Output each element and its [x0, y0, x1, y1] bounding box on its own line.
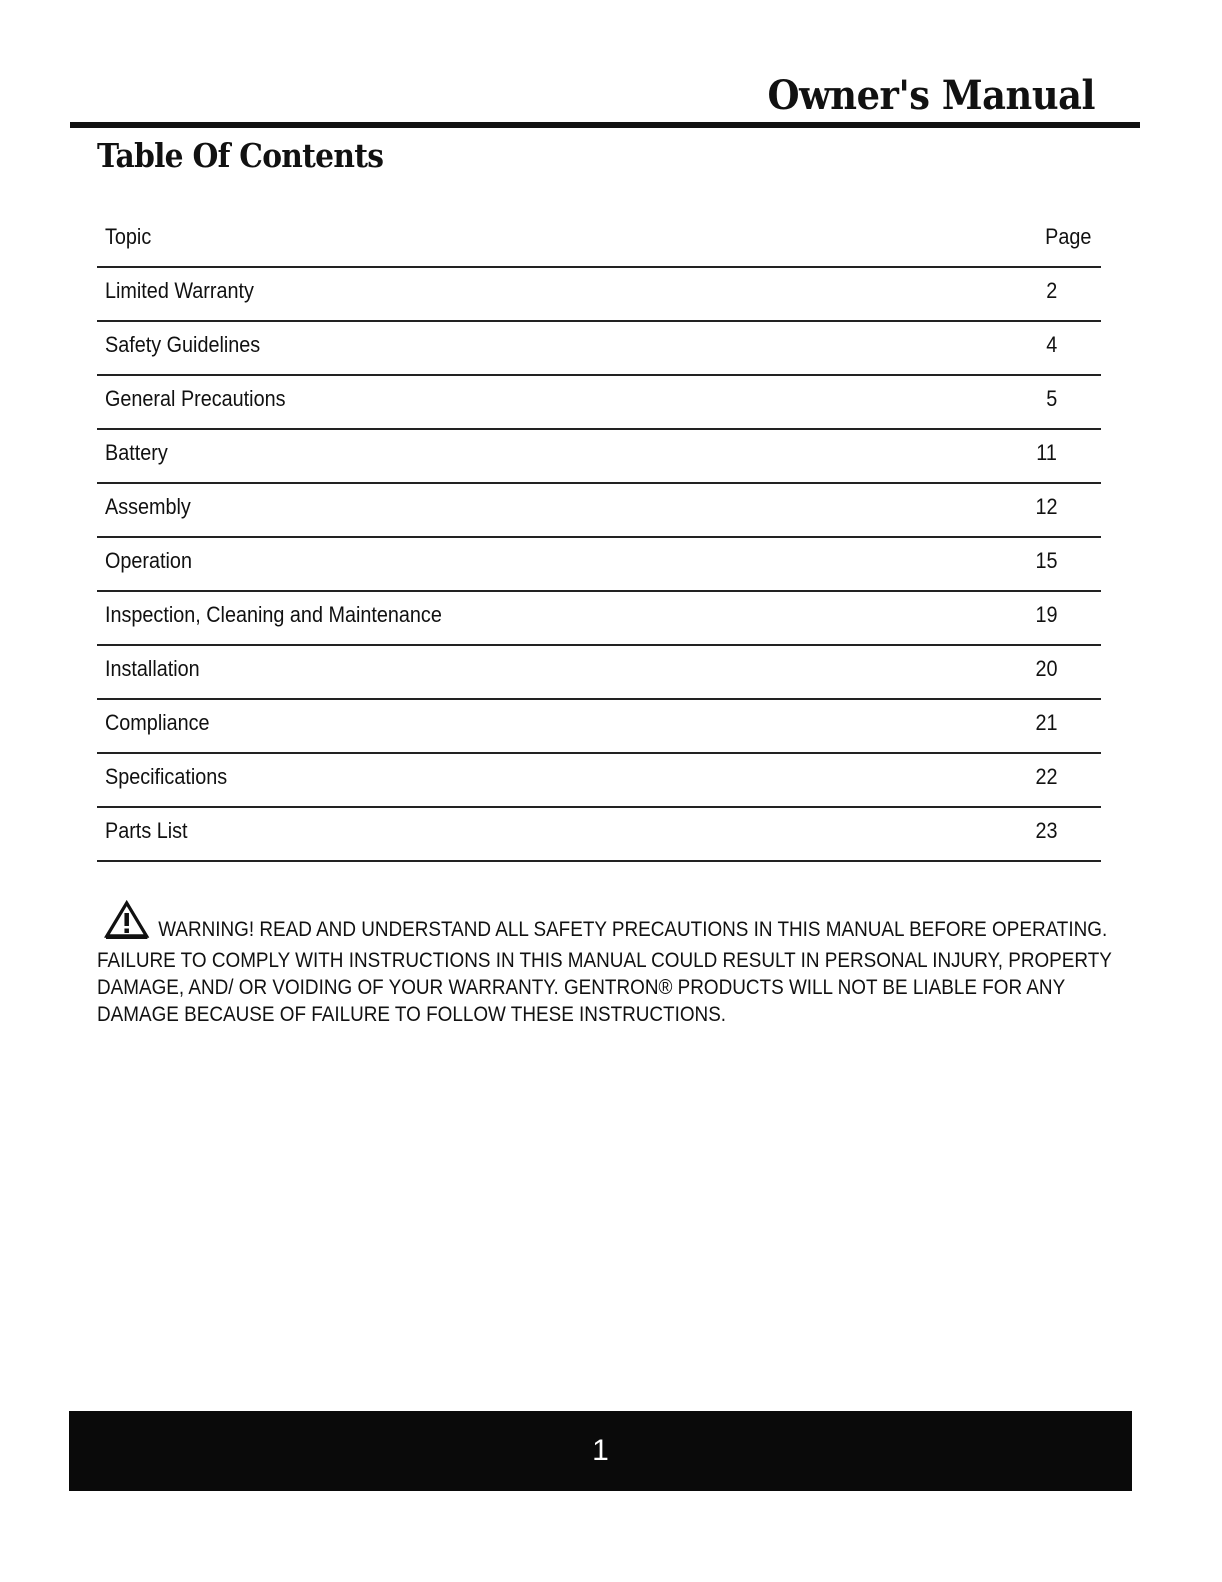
page-number: 1 — [592, 1434, 609, 1467]
warning-triangle-icon — [104, 900, 149, 947]
toc-topic: Inspection, Cleaning and Maintenance — [105, 602, 442, 627]
toc-topic: Parts List — [105, 818, 188, 843]
toc-row — [97, 430, 1101, 484]
toc-topic: Operation — [105, 548, 192, 573]
toc-row — [97, 754, 1101, 808]
toc-row — [97, 322, 1101, 376]
toc-table — [97, 214, 1101, 862]
toc-page: 21 — [1034, 710, 1057, 735]
toc-topic: Installation — [105, 656, 200, 681]
toc-page: 22 — [1034, 764, 1057, 789]
toc-topic: General Precautions — [105, 386, 286, 411]
toc-topic: Assembly — [105, 494, 191, 519]
toc-row — [97, 376, 1101, 430]
toc-row — [97, 268, 1101, 322]
toc-page: 5 — [1045, 386, 1057, 411]
toc-column-topic: Topic — [105, 224, 152, 249]
toc-page: 4 — [1045, 332, 1057, 357]
toc-heading: Table Of Contents — [97, 136, 384, 175]
warning-text: WARNING! READ AND UNDERSTAND ALL SAFETY PRECAUTIONS IN THIS MANUAL BEFORE OPERATING. FAILURE TO COMPLY WITH INSTRUCTIONS IN THIS MANUAL COULD RESULT IN PERSONAL INJURY, PROPERTY DAMAGE, AND/ OR VOIDING OF YOUR WARRANTY. GENTRON® PRODUCTS WILL NOT BE LIABLE FOR ANY DAMAGE BECAUSE OF FAILURE TO FOLLOW THESE INSTRUCTIONS. — [97, 918, 1112, 1026]
toc-page: 15 — [1034, 548, 1057, 573]
toc-page: 19 — [1034, 602, 1057, 627]
toc-row — [97, 808, 1101, 862]
safety-warning — [97, 900, 1123, 1028]
toc-topic: Battery — [105, 440, 168, 465]
toc-row — [97, 700, 1101, 754]
toc-page: 23 — [1034, 818, 1057, 843]
toc-page: 12 — [1034, 494, 1057, 519]
toc-topic: Specifications — [105, 764, 228, 789]
toc-topic: Compliance — [105, 710, 210, 735]
toc-header-row — [97, 214, 1101, 268]
toc-row — [97, 538, 1101, 592]
toc-column-page: Page — [1044, 224, 1091, 249]
toc-topic: Safety Guidelines — [105, 332, 261, 357]
toc-page: 20 — [1034, 656, 1057, 681]
toc-page: 11 — [1036, 440, 1057, 465]
manual-title: Owner's Manual — [767, 72, 1095, 119]
toc-page: 2 — [1045, 278, 1057, 303]
toc-topic: Limited Warranty — [105, 278, 254, 303]
footer-bar — [69, 1411, 1132, 1491]
toc-row — [97, 484, 1101, 538]
toc-row — [97, 646, 1101, 700]
toc-row — [97, 592, 1101, 646]
header-divider — [70, 122, 1140, 128]
